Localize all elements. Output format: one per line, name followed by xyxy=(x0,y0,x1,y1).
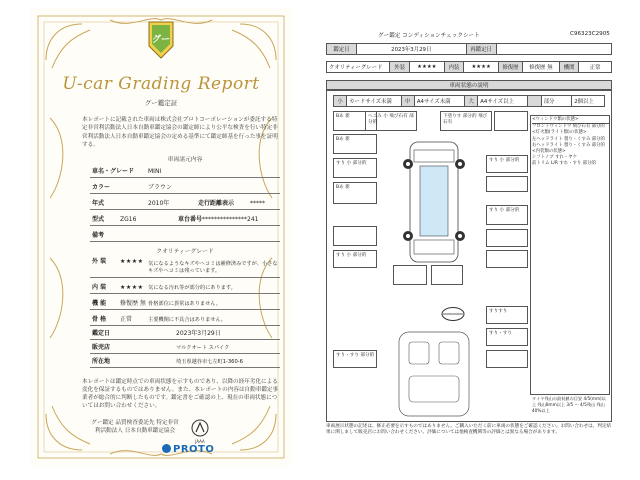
sheet-title: グー鑑定 コンディションチェックシート xyxy=(378,33,480,39)
steering-wheel-icon xyxy=(440,306,466,322)
issuer-signature: グー鑑定 品質検査委託先 特定非営利活動法人 日本自動車鑑定協会 xyxy=(91,420,179,434)
callout-box: すり 小 部分的 xyxy=(486,205,528,225)
frame-row: 骨 格 正常 主要機関に不具合はありません。 xyxy=(90,312,280,326)
address-row: 所在地 埼玉県越谷市七左町1-360-6 xyxy=(90,356,280,368)
sheet-doc-id: C96323C2905 xyxy=(570,31,610,37)
callout-box: へこみ 小 飛び石有 部分的 xyxy=(365,111,417,131)
callout-box xyxy=(486,176,528,192)
sheet-header-grades: クオリティーグレード 外装 ★★★★ 内装 ★★★★ 修復歴 修復歴 無 機関 正常 xyxy=(326,61,612,73)
callout-box xyxy=(486,250,528,268)
certificate-subtitle: グー鑑定証 xyxy=(144,99,178,107)
callout-box: すり・すり xyxy=(486,328,528,346)
function-row: 機 能 修復歴 無 骨格部位に異常はありません。 xyxy=(90,296,280,310)
callout-box: Bあ 新 xyxy=(333,111,377,131)
certificate-footer-note: 本レポートは鑑定時点での車両状態を示すものであり、以降の経年劣化による変化を保証するものではありません。また、本レポートの内容は自動車鑑定事業者が総合的に判断したものです。鑑定書をご確認の上、現在の車両状態についてはお問い合わせください。 xyxy=(82,379,279,409)
callout-box xyxy=(333,226,377,246)
car-interior-diagram xyxy=(385,328,483,420)
exterior-stars: ★★★★ xyxy=(120,258,144,265)
callout-box: すり 小 部分的 xyxy=(486,155,528,173)
type-chassis-row: 型式 ZG16 車台番号 ***************241 xyxy=(90,212,280,226)
notes-row: 備考 xyxy=(90,228,280,242)
svg-text:グー: グー xyxy=(151,35,171,45)
callout-box: すりすり xyxy=(486,306,528,324)
certificate-intro: 本レポートに記載された車両は株式会社プロトコーポレーションが委託する特定非営利活動法人日本自動車鑑定協会の鑑定師により公平な検査を行い特定非営利活動法人日本自動車鑑定協会の定める基準にて鑑定師基を行った事を証明する。 xyxy=(82,117,278,149)
sheet-header-dates: 鑑定日 2023年3月29日 再鑑定日 xyxy=(326,43,612,55)
callout-box xyxy=(486,350,528,368)
model-row: 車名・グレード MINI xyxy=(90,164,280,178)
color-row: カラー ブラウン xyxy=(90,180,280,194)
proto-mark-icon xyxy=(162,444,171,453)
callout-box xyxy=(486,229,528,247)
quality-grade-heading: クオリティーグレード xyxy=(156,249,214,255)
callout-box xyxy=(494,111,528,131)
interior-row: 内 装 ★★★★ 気になる汚れ等が部分的にあります。 xyxy=(90,280,280,294)
callout-box: 下塗りす 部分的 飛び石有 xyxy=(440,111,492,131)
dealer-row: 販売店 マルクオート スパイク xyxy=(90,342,280,354)
jaaa-emblem: JAAA xyxy=(182,418,218,444)
vehicle-state-title: 車両状態の説明 xyxy=(326,80,612,90)
exterior-row: 外 装 ★★★★ 気になるようなキズやヘコミは補修済みですが、小さなキズやヘコミは残っています。 xyxy=(90,256,280,278)
callout-box: Bあ 新 xyxy=(333,182,377,204)
goo-kantei-logo xyxy=(146,20,176,60)
jaaa-icon xyxy=(190,418,210,438)
certificate-title: U-car Grading Report xyxy=(62,74,260,94)
proto-logo: PROTO xyxy=(162,444,214,455)
interior-stars: ★★★★ xyxy=(120,284,144,291)
grading-certificate xyxy=(30,8,292,466)
damage-size-legend: 小 カードサイズ未満 中 A4サイズ未満 大 A4サイズ以上 部分 2個以上 xyxy=(333,95,605,107)
sheet-footer-note: 車両展示状態の記述は、修正必要を示すものではありません。ご購入いただく前に車両の状態をご確認ください。お問い合わせは、判定結果に関しまして販売店にお問い合わせください。評価については他検査機関等の評価とは異なる場合があります。 xyxy=(326,424,612,436)
callout-box: すり 小 部分的 xyxy=(333,158,377,178)
tire-tread-note: タイヤ残山の最低値の目安 4/5(mm)以上 残山8mm以上 3/5 〜 4/5残山 残山40%以上 xyxy=(532,396,606,413)
legend-box xyxy=(530,115,610,395)
year-mileage-row: 年式 2010年 走行距離表示 ***** xyxy=(90,196,280,210)
callout-box: すり・すり 部分的 xyxy=(333,350,377,368)
car-top-view-diagram xyxy=(380,132,488,272)
callout-box: Bあ 新 xyxy=(333,134,377,154)
issue-date-row: 鑑定日 2023年3月29日 xyxy=(90,328,280,340)
condition-legend: <ウィンドウ類の状態> フロントウィンドウ 飛び石有 部分的 <灯火類(ライト類)の状態> 左ヘッドライト 曇り・くすみ 部分的 右ヘッドライト 曇り・くすみ 部分的 <内装類の状態> シフトノブ すれ・ヤケ 前トリム L/R すれ・すり 部分的 xyxy=(532,117,610,168)
vehicle-spec-heading: 車両諸元内容 xyxy=(167,157,203,163)
callout-box: すり 小 部分的 xyxy=(333,250,377,268)
